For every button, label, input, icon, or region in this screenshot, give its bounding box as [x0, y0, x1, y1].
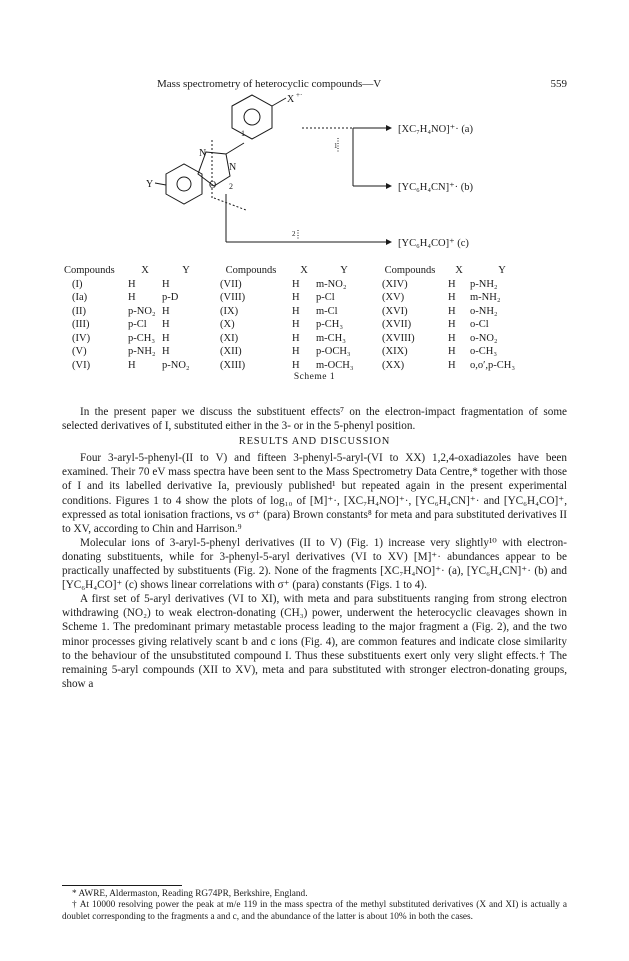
lower-aromatic-circle — [177, 177, 191, 191]
table-cell: H — [448, 346, 456, 357]
table-cell: H — [162, 346, 170, 357]
table-cell: m-NH₂ — [470, 292, 501, 303]
table-cell: H — [128, 278, 136, 290]
table-cell: p-OCH₃ — [316, 346, 351, 357]
table-cell: H — [162, 319, 170, 330]
paragraph-first-set: A first set of 5-aryl derivatives (VI to XI), with meta and para substituents ranging from strong electron withdrawing (NO₂) to weak electron-donating (CH₃) power, underwent the heterocyclic cleavages shown in Scheme 1. The predominant primary metastable process leading to the major fragment a (Fig. 2), and the two minor processes giving relatively scant b and c ions (Fig. 4), are common features and indicate close similarity to the behaviour of the unsubstituted compound I. Thus these substituents exert only very slight effects.† The remaining 5-aryl compounds (XII to XV), meta and para substituted with stronger electron-donating groups, show a — [62, 593, 567, 690]
table-row — [64, 359, 534, 373]
table-cell: H — [292, 278, 300, 290]
y-group-label: Y — [146, 179, 154, 190]
arrowhead-a — [386, 125, 392, 131]
table-cell: (VII) — [220, 278, 242, 290]
radical-cation-label: +· — [296, 91, 303, 99]
table-cell: H — [292, 319, 300, 330]
table-cell: H — [448, 305, 456, 317]
scheme-caption: Scheme 1 — [293, 372, 336, 382]
table-cell: p-CH₃ — [128, 332, 155, 344]
table-cell: m-Cl — [316, 305, 338, 317]
table-cell: o-Cl — [470, 319, 489, 330]
path1-label: 1 — [334, 142, 338, 150]
table-cell: (XV) — [382, 292, 405, 303]
bond2-label: 2 — [229, 182, 233, 191]
table-row — [64, 332, 534, 346]
table-cell: (VIII) — [220, 292, 246, 303]
fragment-c-label: [YC₆H₄CO]⁺ (c) — [398, 238, 469, 249]
table-cell: p-D — [162, 292, 179, 303]
table-cell: H — [292, 359, 300, 371]
table-cell: p-Cl — [316, 292, 335, 303]
body-text — [62, 405, 567, 691]
upper-aromatic-circle — [244, 109, 260, 125]
cleavage-bond-2 — [214, 198, 246, 210]
table-cell: (XI) — [220, 332, 239, 344]
o-atom-label: O — [209, 180, 217, 191]
table-cell: (XVIII) — [382, 332, 415, 344]
running-title: Mass spectrometry of heterocyclic compounds—V — [157, 78, 382, 90]
arrowhead-c — [386, 239, 392, 245]
table-cell: p-CH₃ — [316, 319, 343, 330]
reaction-scheme — [0, 90, 629, 262]
paragraph-intro: In the present paper we discuss the substituent effects⁷ on the electron-impact fragmentation of some selected derivatives of I, substituted either in the 3- or in the 5-phenyl position. — [62, 406, 567, 433]
table-cell: o-CH₃ — [470, 346, 497, 357]
table-row — [64, 278, 534, 292]
y-substituent-bond — [155, 183, 166, 185]
table-cell: H — [162, 305, 170, 317]
table-cell: (II) — [72, 305, 86, 317]
table-cell: (VI) — [72, 359, 91, 371]
table-cell: H — [292, 346, 300, 357]
table-cell: (XVII) — [382, 319, 412, 330]
x-group-label: X — [287, 94, 295, 105]
header-x-1: X — [141, 265, 149, 276]
table-cell: (XX) — [382, 359, 405, 371]
table-cell: o,o′,p-CH₃ — [470, 359, 516, 371]
table-cell: (XIII) — [220, 359, 246, 371]
header-compounds-1: Compounds — [64, 265, 115, 276]
header-x-2: X — [300, 265, 308, 276]
table-cell: p-NH₂ — [470, 278, 498, 290]
table-row — [64, 318, 534, 332]
table-cell: H — [448, 359, 456, 371]
table-cell: (Ia) — [72, 292, 88, 303]
lower-phenyl-ring — [166, 164, 202, 204]
table-cell: (XII) — [220, 346, 242, 357]
bond1-label: 1 — [241, 129, 245, 138]
table-cell: (I) — [72, 278, 83, 290]
header-compounds-3: Compounds — [384, 265, 436, 276]
table-cell: p-NO₂ — [128, 305, 156, 317]
upper-phenyl-ring — [232, 95, 272, 139]
section-heading: RESULTS AND DISCUSSION — [238, 436, 391, 448]
footnotes — [62, 885, 567, 923]
table-cell: m-NO₂ — [316, 278, 347, 290]
n-upper-label: N — [199, 148, 207, 159]
header-compounds-2: Compounds — [225, 265, 277, 276]
table-cell: (XIX) — [382, 346, 408, 357]
table-cell: m-OCH₃ — [316, 359, 354, 371]
paragraph-molecular-ions: Molecular ions of 3-aryl-5-phenyl derivatives (II to V) (Fig. 1) increase very slightly¹⁰ with electron-donating substituents, while for 3-phenyl-5-aryl derivatives (VI to XV) [M]⁺· abundances appear to be practically unaffected by substituents (Fig. 2). None of the fragments [XC₇H₄NO]⁺· (a), [YC₆H₄CN]⁺· (b) and [YC₆H₄CO]⁺ (c) shows linear correlations with σ⁺ (para) constants (Figs. 1 to 4). — [62, 536, 567, 592]
table-cell: H — [292, 292, 300, 303]
table-cell: H — [448, 292, 456, 303]
table-cell: H — [292, 305, 300, 317]
x-substituent-bond — [272, 98, 286, 106]
table-cell: (XIV) — [382, 278, 408, 290]
table-cell: H — [448, 332, 456, 344]
table-cell: (IX) — [220, 305, 239, 317]
table-cell: (XVI) — [382, 305, 408, 317]
table-cell: p-NH₂ — [128, 346, 156, 357]
table-header-row — [64, 264, 534, 278]
footnote-awre: * AWRE, Aldermaston, Reading RG74PR, Berkshire, England. — [72, 889, 308, 899]
fragment-b-label: [YC₆H₄CN]⁺· (b) — [398, 182, 473, 193]
table-cell: H — [292, 332, 300, 344]
table-cell: (IV) — [72, 332, 91, 344]
table-cell: H — [162, 278, 170, 290]
header-y-1: Y — [182, 265, 190, 276]
header-y-2: Y — [340, 265, 348, 276]
table-cell: H — [128, 359, 136, 371]
path2-label: 2 — [292, 230, 296, 238]
table-cell: (III) — [72, 319, 90, 330]
table-cell: p-NO₂ — [162, 359, 190, 371]
n-lower-label: N — [229, 162, 237, 173]
table-cell: H — [128, 292, 136, 303]
table-cell: H — [162, 332, 170, 344]
arrowhead-b — [386, 183, 392, 189]
footnote-rule — [62, 885, 182, 886]
table-cell: m-CH₃ — [316, 332, 346, 344]
table-cell: H — [448, 319, 456, 330]
footnote-resolving-power: † At 10000 resolving power the peak at m/e 119 in the mass spectra of the methyl substituted derivatives (X and XI) is actually a doublet corresponding to the fragments a and c, and the abundance of the latter is about 10% in both the cases. — [62, 900, 567, 922]
paragraph-methods: Four 3-aryl-5-phenyl-(II to V) and fifteen 3-phenyl-5-aryl-(VI to XX) 1,2,4-oxadiazoles have been examined. Their 70 eV mass spectra have been sent to the Mass Spectrometry Data Centre,* together with those of I and its labelled derivative Ia, previously published¹ but repeated again in the present experimental conditions. Figures 1 to 4 show the plots of log₁₀ of [M]⁺·, [XC₇H₄NO]⁺·, [YC₆H₄CN]⁺· and [YC₆H₄CO]⁺, expressed as total ionisation fractions, vs σ⁺ (para) Brown constants⁸ for meta and para substituted derivatives II to XV, according to Chin and Harrison.⁹ — [62, 452, 567, 535]
table-cell: (X) — [220, 319, 235, 330]
table-row — [64, 345, 534, 359]
compounds-table — [64, 264, 534, 372]
fragment-a-label: [XC₇H₄NO]⁺· (a) — [398, 124, 473, 135]
page-number: 559 — [550, 78, 567, 90]
table-cell: H — [448, 278, 456, 290]
table-cell: o-NH₂ — [470, 305, 498, 317]
header-x-3: X — [455, 265, 463, 276]
table-row — [64, 291, 534, 305]
table-cell: p-Cl — [128, 319, 147, 330]
header-y-3: Y — [498, 265, 506, 276]
table-row — [64, 305, 534, 319]
table-cell: (V) — [72, 346, 87, 357]
table-cell: o-NO₂ — [470, 332, 498, 344]
